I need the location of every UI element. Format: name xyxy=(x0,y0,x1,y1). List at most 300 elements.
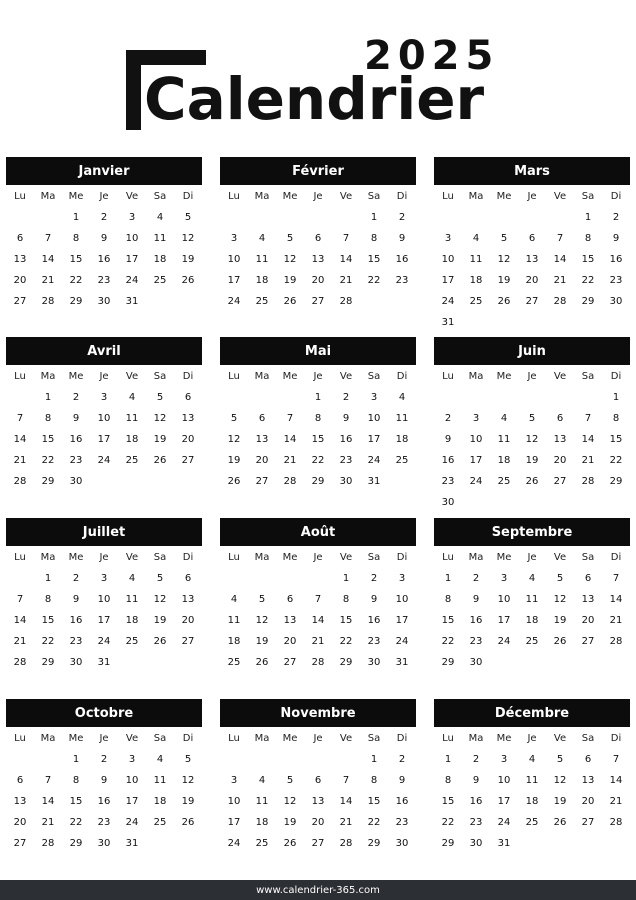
weekday-label: Ma xyxy=(468,552,484,563)
week-row xyxy=(6,471,202,492)
day-cell: 12 xyxy=(283,254,297,265)
day-cell: 8 xyxy=(72,233,80,244)
day-cell: 11 xyxy=(525,594,539,605)
day-cell: 12 xyxy=(497,254,511,265)
day-cell: 11 xyxy=(153,775,167,786)
weekday-label: Di xyxy=(396,191,408,202)
weekday-label: Me xyxy=(496,733,512,744)
day-cell: 19 xyxy=(553,796,567,807)
day-cell: 10 xyxy=(227,796,241,807)
month-12 xyxy=(434,699,630,854)
day-cell: 2 xyxy=(72,392,80,403)
day-cell: 10 xyxy=(97,413,111,424)
month-8 xyxy=(220,518,416,673)
day-cell: 29 xyxy=(69,296,83,307)
day-cell: 19 xyxy=(283,275,297,286)
day-cell: 29 xyxy=(609,476,623,487)
weekday-label: Me xyxy=(496,191,512,202)
day-cell: 28 xyxy=(339,838,353,849)
day-cell: 6 xyxy=(16,233,24,244)
day-cell: 4 xyxy=(500,413,508,424)
day-cell: 11 xyxy=(227,615,241,626)
day-cell: 6 xyxy=(314,775,322,786)
day-cell: 18 xyxy=(255,817,269,828)
day-cell: 29 xyxy=(441,838,455,849)
week-row xyxy=(6,812,202,833)
weekday-label: Di xyxy=(610,191,622,202)
weekday-label: Sa xyxy=(581,191,595,202)
day-cell: 25 xyxy=(153,275,167,286)
day-cell: 24 xyxy=(227,838,241,849)
month-title: Juin xyxy=(434,337,630,365)
day-cell: 1 xyxy=(612,392,620,403)
day-cell: 19 xyxy=(525,455,539,466)
day-cell: 5 xyxy=(156,573,164,584)
month-title: Février xyxy=(220,157,416,185)
weekday-label: Ma xyxy=(468,733,484,744)
week-row xyxy=(434,833,630,854)
day-cell: 17 xyxy=(97,434,111,445)
day-cell: 7 xyxy=(556,233,564,244)
month-11 xyxy=(220,699,416,854)
day-cell: 14 xyxy=(13,434,27,445)
day-cell: 26 xyxy=(283,296,297,307)
day-cell: 19 xyxy=(283,817,297,828)
day-cell: 17 xyxy=(469,455,483,466)
day-cell: 13 xyxy=(13,796,27,807)
weekday-label: Lu xyxy=(442,191,454,202)
day-cell: 15 xyxy=(311,434,325,445)
day-cell: 8 xyxy=(370,775,378,786)
day-cell: 27 xyxy=(581,817,595,828)
day-cell: 11 xyxy=(125,413,139,424)
day-cell: 13 xyxy=(553,434,567,445)
week-row xyxy=(6,429,202,450)
weekday-label: Sa xyxy=(153,733,167,744)
weekday-label: Je xyxy=(527,371,537,382)
day-cell: 23 xyxy=(97,817,111,828)
day-cell: 22 xyxy=(69,275,83,286)
day-cell: 16 xyxy=(469,796,483,807)
day-cell: 2 xyxy=(100,212,108,223)
day-cell: 23 xyxy=(97,275,111,286)
weekday-label: Di xyxy=(396,371,408,382)
day-cell: 2 xyxy=(72,573,80,584)
day-cell: 8 xyxy=(44,594,52,605)
weekday-label: Me xyxy=(68,552,84,563)
week-row xyxy=(220,207,416,228)
week-row xyxy=(220,450,416,471)
week-row xyxy=(434,207,630,228)
week-row xyxy=(220,770,416,791)
day-cell: 28 xyxy=(553,296,567,307)
day-cell: 22 xyxy=(41,636,55,647)
weekday-label: Ve xyxy=(339,733,353,744)
day-cell: 7 xyxy=(612,573,620,584)
day-cell: 4 xyxy=(156,212,164,223)
weekday-label: Lu xyxy=(14,371,26,382)
day-cell: 20 xyxy=(525,275,539,286)
day-cell: 12 xyxy=(525,434,539,445)
weekday-label: Ma xyxy=(40,371,56,382)
day-cell: 13 xyxy=(181,413,195,424)
weekday-header-row xyxy=(6,547,202,568)
day-cell: 17 xyxy=(227,817,241,828)
day-cell: 28 xyxy=(339,296,353,307)
day-cell: 29 xyxy=(339,657,353,668)
day-cell: 27 xyxy=(13,296,27,307)
day-cell: 20 xyxy=(553,455,567,466)
day-cell: 22 xyxy=(339,636,353,647)
day-cell: 4 xyxy=(258,775,266,786)
week-row xyxy=(6,833,202,854)
day-cell: 8 xyxy=(44,413,52,424)
day-cell: 30 xyxy=(609,296,623,307)
day-cell: 29 xyxy=(581,296,595,307)
week-row xyxy=(6,589,202,610)
day-cell: 24 xyxy=(125,275,139,286)
weekday-label: Ve xyxy=(339,371,353,382)
day-cell: 12 xyxy=(255,615,269,626)
day-cell: 5 xyxy=(556,573,564,584)
day-cell: 26 xyxy=(227,476,241,487)
weekday-header-row xyxy=(220,186,416,207)
day-cell: 4 xyxy=(128,392,136,403)
page-header xyxy=(0,0,636,150)
day-cell: 25 xyxy=(125,455,139,466)
day-cell: 11 xyxy=(125,594,139,605)
day-cell: 13 xyxy=(581,775,595,786)
day-cell: 28 xyxy=(41,296,55,307)
weekday-header-row xyxy=(434,547,630,568)
day-cell: 5 xyxy=(258,594,266,605)
day-cell: 20 xyxy=(181,615,195,626)
day-cell: 27 xyxy=(581,636,595,647)
day-cell: 13 xyxy=(311,254,325,265)
day-cell: 25 xyxy=(255,296,269,307)
day-cell: 31 xyxy=(497,838,511,849)
day-cell: 18 xyxy=(227,636,241,647)
day-cell: 2 xyxy=(398,754,406,765)
month-title: Mai xyxy=(220,337,416,365)
day-cell: 16 xyxy=(69,434,83,445)
day-cell: 1 xyxy=(72,212,80,223)
day-cell: 1 xyxy=(314,392,322,403)
day-cell: 1 xyxy=(444,573,452,584)
day-cell: 26 xyxy=(553,817,567,828)
weekday-label: Sa xyxy=(581,371,595,382)
footer-bar xyxy=(0,880,636,900)
month-title: Octobre xyxy=(6,699,202,727)
day-cell: 19 xyxy=(181,254,195,265)
day-cell: 24 xyxy=(395,636,409,647)
week-row xyxy=(6,652,202,673)
day-cell: 15 xyxy=(609,434,623,445)
day-cell: 11 xyxy=(395,413,409,424)
day-cell: 21 xyxy=(13,455,27,466)
day-cell: 31 xyxy=(441,317,455,328)
weekday-label: Ma xyxy=(254,191,270,202)
week-row xyxy=(220,833,416,854)
day-cell: 1 xyxy=(342,573,350,584)
day-cell: 7 xyxy=(314,594,322,605)
day-cell: 22 xyxy=(441,817,455,828)
day-cell: 6 xyxy=(314,233,322,244)
week-row xyxy=(220,270,416,291)
day-cell: 13 xyxy=(581,594,595,605)
weekday-label: Ma xyxy=(254,552,270,563)
day-cell: 28 xyxy=(13,657,27,668)
day-cell: 18 xyxy=(125,434,139,445)
day-cell: 2 xyxy=(612,212,620,223)
month-6 xyxy=(434,337,630,513)
day-cell: 1 xyxy=(444,754,452,765)
day-cell: 19 xyxy=(181,796,195,807)
day-cell: 3 xyxy=(444,233,452,244)
day-cell: 8 xyxy=(584,233,592,244)
day-cell: 29 xyxy=(69,838,83,849)
day-cell: 2 xyxy=(472,573,480,584)
day-cell: 26 xyxy=(497,296,511,307)
day-cell: 6 xyxy=(286,594,294,605)
day-cell: 18 xyxy=(525,615,539,626)
month-5 xyxy=(220,337,416,492)
day-cell: 27 xyxy=(181,455,195,466)
day-cell: 16 xyxy=(609,254,623,265)
day-cell: 11 xyxy=(497,434,511,445)
day-cell: 25 xyxy=(125,636,139,647)
day-cell: 26 xyxy=(283,838,297,849)
weekday-label: Me xyxy=(282,371,298,382)
day-cell: 9 xyxy=(342,413,350,424)
day-cell: 19 xyxy=(497,275,511,286)
weekday-label: Me xyxy=(68,371,84,382)
day-cell: 28 xyxy=(41,838,55,849)
day-cell: 30 xyxy=(367,657,381,668)
day-cell: 3 xyxy=(230,233,238,244)
day-cell: 10 xyxy=(367,413,381,424)
month-2 xyxy=(220,157,416,312)
weekday-header-row xyxy=(434,186,630,207)
day-cell: 22 xyxy=(367,817,381,828)
week-row xyxy=(6,387,202,408)
day-cell: 27 xyxy=(311,296,325,307)
day-cell: 2 xyxy=(472,754,480,765)
day-cell: 15 xyxy=(69,796,83,807)
week-row xyxy=(220,387,416,408)
day-cell: 7 xyxy=(612,754,620,765)
weekday-label: Di xyxy=(182,191,194,202)
day-cell: 9 xyxy=(100,233,108,244)
day-cell: 9 xyxy=(370,594,378,605)
weekday-label: Ma xyxy=(468,371,484,382)
day-cell: 16 xyxy=(339,434,353,445)
weekday-label: Lu xyxy=(228,552,240,563)
day-cell: 29 xyxy=(41,657,55,668)
day-cell: 3 xyxy=(472,413,480,424)
day-cell: 31 xyxy=(125,838,139,849)
day-cell: 30 xyxy=(469,657,483,668)
week-row xyxy=(6,568,202,589)
day-cell: 26 xyxy=(255,657,269,668)
day-cell: 25 xyxy=(525,817,539,828)
weekday-label: Di xyxy=(610,552,622,563)
day-cell: 4 xyxy=(230,594,238,605)
day-cell: 30 xyxy=(469,838,483,849)
week-row xyxy=(220,249,416,270)
weekday-label: Lu xyxy=(228,191,240,202)
day-cell: 23 xyxy=(339,455,353,466)
day-cell: 20 xyxy=(283,636,297,647)
month-title: Juillet xyxy=(6,518,202,546)
weekday-label: Je xyxy=(527,552,537,563)
weekday-label: Je xyxy=(527,733,537,744)
day-cell: 15 xyxy=(69,254,83,265)
footer-url[interactable]: www.calendrier-365.com xyxy=(256,884,380,896)
week-row xyxy=(434,652,630,673)
weekday-label: Di xyxy=(182,371,194,382)
day-cell: 23 xyxy=(69,636,83,647)
day-cell: 7 xyxy=(44,775,52,786)
day-cell: 10 xyxy=(227,254,241,265)
day-cell: 19 xyxy=(255,636,269,647)
weekday-label: Lu xyxy=(442,552,454,563)
day-cell: 12 xyxy=(153,594,167,605)
weekday-label: Di xyxy=(396,552,408,563)
day-cell: 1 xyxy=(44,573,52,584)
day-cell: 17 xyxy=(125,796,139,807)
week-row xyxy=(220,749,416,770)
day-cell: 13 xyxy=(311,796,325,807)
day-cell: 20 xyxy=(311,817,325,828)
weekday-label: Sa xyxy=(367,191,381,202)
day-cell: 18 xyxy=(497,455,511,466)
weekday-label: Je xyxy=(99,733,109,744)
weekday-label: Ma xyxy=(254,733,270,744)
day-cell: 21 xyxy=(339,275,353,286)
day-cell: 19 xyxy=(553,615,567,626)
day-cell: 9 xyxy=(398,775,406,786)
weekday-label: Ve xyxy=(339,552,353,563)
page-title: Calendrier xyxy=(144,65,485,133)
weekday-label: Lu xyxy=(442,733,454,744)
day-cell: 23 xyxy=(395,275,409,286)
day-cell: 5 xyxy=(500,233,508,244)
weekday-label: Lu xyxy=(14,191,26,202)
day-cell: 24 xyxy=(97,455,111,466)
day-cell: 3 xyxy=(100,392,108,403)
day-cell: 9 xyxy=(72,594,80,605)
day-cell: 17 xyxy=(227,275,241,286)
day-cell: 6 xyxy=(258,413,266,424)
week-row xyxy=(220,812,416,833)
day-cell: 28 xyxy=(311,657,325,668)
weekday-label: Ve xyxy=(125,191,139,202)
day-cell: 1 xyxy=(72,754,80,765)
day-cell: 31 xyxy=(395,657,409,668)
day-cell: 18 xyxy=(469,275,483,286)
day-cell: 23 xyxy=(69,455,83,466)
weekday-label: Ma xyxy=(40,733,56,744)
weekday-header-row xyxy=(220,728,416,749)
day-cell: 10 xyxy=(125,775,139,786)
week-row xyxy=(434,408,630,429)
day-cell: 11 xyxy=(153,233,167,244)
week-row xyxy=(220,610,416,631)
day-cell: 8 xyxy=(444,594,452,605)
day-cell: 30 xyxy=(97,838,111,849)
day-cell: 9 xyxy=(472,594,480,605)
day-cell: 21 xyxy=(581,455,595,466)
day-cell: 8 xyxy=(314,413,322,424)
day-cell: 6 xyxy=(584,573,592,584)
weekday-label: Di xyxy=(182,552,194,563)
day-cell: 27 xyxy=(255,476,269,487)
day-cell: 10 xyxy=(395,594,409,605)
weekday-label: Ve xyxy=(339,191,353,202)
day-cell: 22 xyxy=(609,455,623,466)
day-cell: 16 xyxy=(97,254,111,265)
day-cell: 11 xyxy=(255,796,269,807)
day-cell: 26 xyxy=(553,636,567,647)
day-cell: 2 xyxy=(342,392,350,403)
day-cell: 18 xyxy=(153,254,167,265)
day-cell: 25 xyxy=(525,636,539,647)
day-cell: 8 xyxy=(342,594,350,605)
day-cell: 8 xyxy=(444,775,452,786)
day-cell: 15 xyxy=(441,796,455,807)
weekday-label: Ma xyxy=(468,191,484,202)
day-cell: 27 xyxy=(525,296,539,307)
day-cell: 29 xyxy=(441,657,455,668)
day-cell: 20 xyxy=(255,455,269,466)
weekday-label: Sa xyxy=(153,371,167,382)
day-cell: 4 xyxy=(128,573,136,584)
weekday-label: Me xyxy=(282,733,298,744)
month-3 xyxy=(434,157,630,333)
day-cell: 22 xyxy=(441,636,455,647)
month-title: Novembre xyxy=(220,699,416,727)
weekday-header-row xyxy=(6,728,202,749)
day-cell: 30 xyxy=(69,476,83,487)
day-cell: 2 xyxy=(100,754,108,765)
day-cell: 20 xyxy=(581,615,595,626)
day-cell: 12 xyxy=(553,594,567,605)
day-cell: 18 xyxy=(153,796,167,807)
weekday-label: Di xyxy=(610,733,622,744)
month-title: Janvier xyxy=(6,157,202,185)
day-cell: 28 xyxy=(13,476,27,487)
day-cell: 28 xyxy=(609,636,623,647)
day-cell: 24 xyxy=(497,636,511,647)
day-cell: 19 xyxy=(227,455,241,466)
week-row xyxy=(434,270,630,291)
week-row xyxy=(220,429,416,450)
day-cell: 4 xyxy=(472,233,480,244)
day-cell: 16 xyxy=(469,615,483,626)
day-cell: 2 xyxy=(398,212,406,223)
day-cell: 3 xyxy=(100,573,108,584)
day-cell: 29 xyxy=(367,838,381,849)
day-cell: 4 xyxy=(398,392,406,403)
day-cell: 10 xyxy=(441,254,455,265)
week-row xyxy=(6,450,202,471)
day-cell: 24 xyxy=(125,817,139,828)
week-row xyxy=(434,812,630,833)
week-row xyxy=(6,228,202,249)
day-cell: 20 xyxy=(13,275,27,286)
week-row xyxy=(220,568,416,589)
